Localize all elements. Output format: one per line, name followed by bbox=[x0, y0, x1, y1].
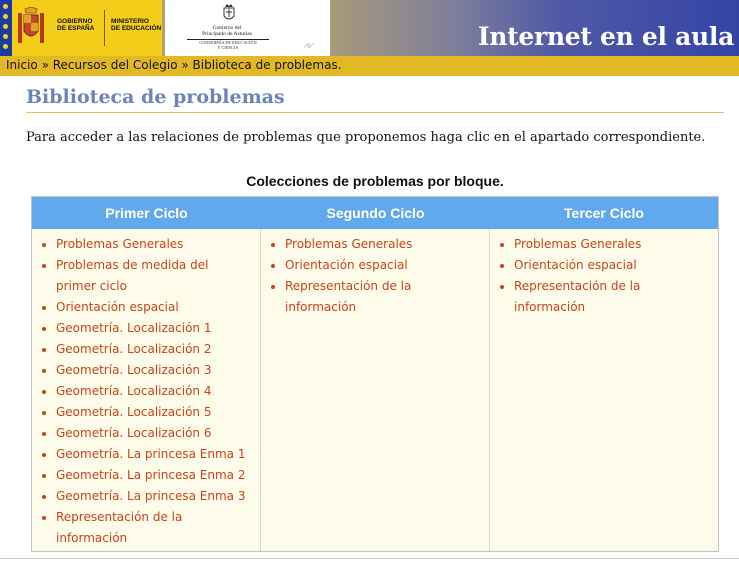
problem-link[interactable]: Geometría. La princesa Enma 2 bbox=[56, 465, 260, 486]
problem-link[interactable]: Geometría. Localización 6 bbox=[56, 423, 260, 444]
site-header bbox=[0, 0, 739, 56]
problem-link[interactable]: Orientación espacial bbox=[514, 255, 718, 276]
table-caption: Colecciones de problemas por bloque. bbox=[246, 173, 504, 189]
column-header-segundo-ciclo: Segundo Ciclo bbox=[326, 205, 425, 221]
intro-text: Para acceder a las relaciones de problemas que proponemos haga clic en el apartado correspondiente. bbox=[26, 130, 706, 145]
breadcrumb-text[interactable]: Inicio » Recursos del Colegio » Biblioteca de problemas. bbox=[6, 58, 342, 72]
asturias-department-text: CONSEJERÍA DE EDUCACIÓN Y CIENCIA bbox=[199, 40, 257, 50]
column-header-primer-ciclo: Primer Ciclo bbox=[105, 205, 188, 221]
ministry-name-text: MINISTERIO DE EDUCACIÓN bbox=[111, 18, 162, 32]
asturias-crest-icon bbox=[222, 3, 236, 23]
problem-link[interactable]: Representación de la información bbox=[56, 507, 260, 549]
column-segundo-ciclo bbox=[261, 229, 490, 551]
problem-link[interactable]: Problemas Generales bbox=[514, 234, 718, 255]
title-divider bbox=[26, 112, 724, 113]
breadcrumb bbox=[0, 56, 739, 76]
ministry-logo[interactable] bbox=[0, 0, 162, 56]
problems-table bbox=[31, 196, 719, 552]
table-header-row bbox=[32, 197, 718, 229]
problem-link[interactable]: Orientación espacial bbox=[56, 297, 260, 318]
page-title: Biblioteca de problemas bbox=[26, 86, 285, 108]
problem-link[interactable]: Geometría. Localización 1 bbox=[56, 318, 260, 339]
problem-link[interactable]: Representación de la información bbox=[514, 276, 718, 318]
problem-link[interactable]: Geometría. Localización 5 bbox=[56, 402, 260, 423]
decorative-mark-icon: ⩘⩗ bbox=[303, 40, 315, 51]
site-title: Internet en el aula bbox=[477, 22, 734, 51]
problem-link[interactable]: Geometría. La princesa Enma 1 bbox=[56, 444, 260, 465]
column-tercer-ciclo bbox=[490, 229, 718, 551]
asturias-logo-text: Gobierno del Principado de Asturias bbox=[202, 25, 252, 37]
eu-flag-stripe bbox=[0, 0, 12, 56]
ministry-logo-text: GOBIERNO DE ESPAÑA bbox=[57, 18, 95, 32]
problem-link[interactable]: Problemas de medida del primer ciclo bbox=[56, 255, 260, 297]
problem-link[interactable]: Orientación espacial bbox=[285, 255, 489, 276]
problem-link[interactable]: Geometría. La princesa Enma 3 bbox=[56, 486, 260, 507]
logo-divider bbox=[104, 10, 105, 46]
column-primer-ciclo bbox=[32, 229, 261, 551]
problem-link[interactable]: Geometría. Localización 3 bbox=[56, 360, 260, 381]
spain-coat-of-arms-icon bbox=[16, 7, 46, 47]
problem-link[interactable]: Geometría. Localización 2 bbox=[56, 339, 260, 360]
problem-link[interactable]: Problemas Generales bbox=[285, 234, 489, 255]
problem-link[interactable]: Geometría. Localización 4 bbox=[56, 381, 260, 402]
asturias-logo[interactable] bbox=[165, 0, 330, 56]
column-header-tercer-ciclo: Tercer Ciclo bbox=[564, 205, 644, 221]
page-bottom-rule bbox=[0, 558, 739, 559]
problem-link[interactable]: Problemas Generales bbox=[56, 234, 260, 255]
problem-link[interactable]: Representación de la información bbox=[285, 276, 489, 318]
